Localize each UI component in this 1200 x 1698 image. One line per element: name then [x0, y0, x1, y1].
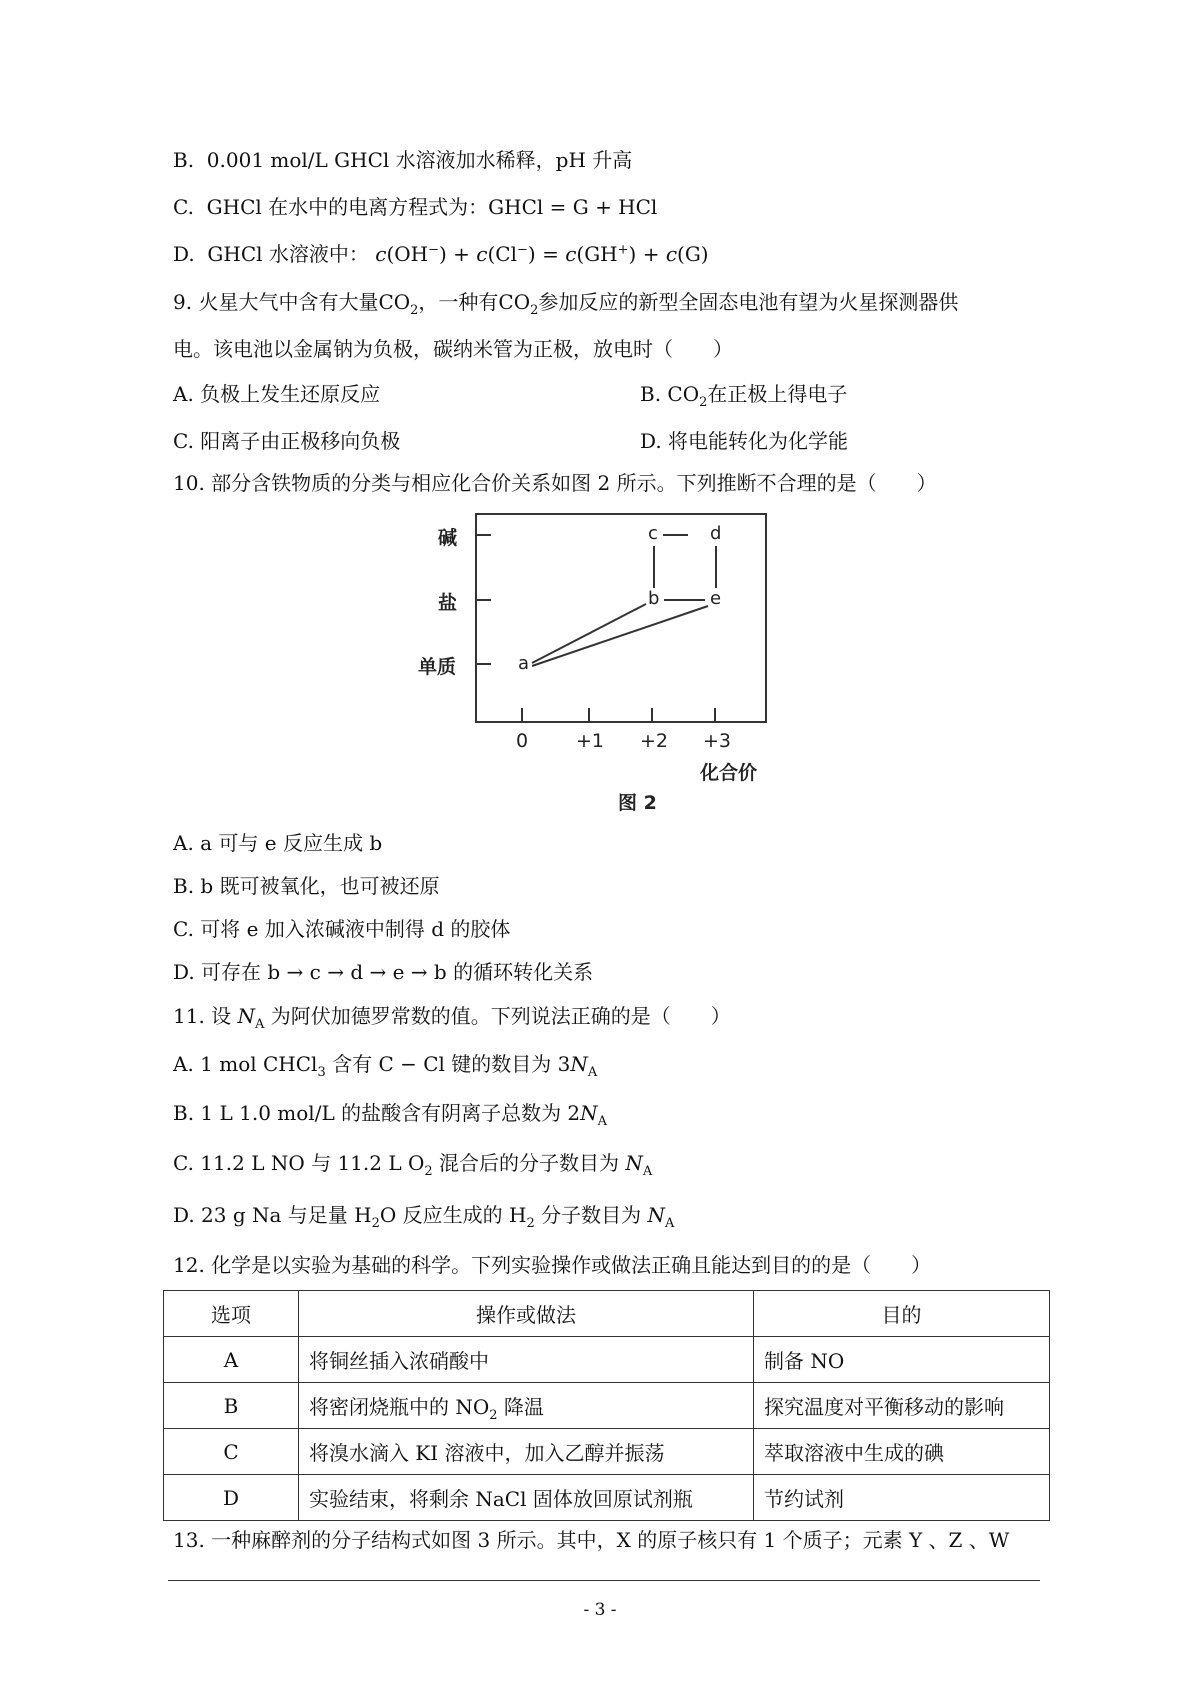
table-row [164, 1475, 1050, 1521]
q11-option-d: D. 23 g Na 与足量 $H_2O$ 反应生成的 $H_2$ 分子数目为 $N_A$ [173, 1203, 675, 1231]
row-operation: 将溴水滴入 KI 溶液中，加入乙醇并振荡 [299, 1429, 754, 1475]
q10-stem: 10. 部分含铁物质的分类与相应化合价关系如图 2 所示。下列推断不合理的是（ ） [173, 471, 937, 495]
xlabel-plus1: +1 [576, 730, 605, 752]
row-operation: 实验结束，将剩余 NaCl 固体放回原试剂瓶 [299, 1475, 754, 1521]
q9-stem-line2: 电。该电池以金属钠为负极，碳纳米管为正极，放电时（ ） [173, 337, 733, 361]
header-option: 选项 [164, 1291, 299, 1337]
page-number: - 3 - [583, 1600, 617, 1620]
x-axis-title: 化合价 [700, 762, 758, 784]
table-row [164, 1429, 1050, 1475]
table-header-row [164, 1291, 1050, 1337]
row-option: D [164, 1475, 299, 1521]
line-a-e [532, 606, 708, 666]
q10-option-c: C. 可将 e 加入浓碱液中制得 d 的胶体 [173, 917, 511, 941]
point-c: c [648, 523, 658, 544]
point-b: b [648, 588, 660, 609]
xlabel-plus3: +3 [703, 730, 732, 752]
q9-option-c: C. 阳离子由正极移向负极 [173, 429, 401, 453]
figure-caption: 图 2 [618, 792, 657, 814]
q13-stem: 13. 一种麻醉剂的分子结构式如图 3 所示。其中，X 的原子核只有 1 个质子；元素 Y 、Z 、W [173, 1528, 1010, 1552]
point-e: e [710, 588, 722, 609]
figure-2 [418, 508, 798, 818]
q12-table [163, 1290, 1050, 1521]
row-goal: 节约试剂 [754, 1475, 1050, 1521]
row-goal: 萃取溶液中生成的碘 [754, 1429, 1050, 1475]
row-option: C [164, 1429, 299, 1475]
q8-option-c: C. GHCl 在水中的电离方程式为：GHCl = G + HCl [173, 195, 658, 219]
row-operation: 将铜丝插入浓硝酸中 [299, 1337, 754, 1383]
ylabel-element: 单质 [418, 656, 457, 678]
footer-rule [168, 1580, 1040, 1581]
row-option: B [164, 1383, 299, 1429]
point-d: d [710, 523, 722, 544]
q10-option-b: B. b 既可被氧化，也可被还原 [173, 874, 440, 898]
header-operation: 操作或做法 [299, 1291, 754, 1337]
row-operation: 将密闭烧瓶中的 $NO_2$ 降温 [299, 1383, 754, 1429]
q11-option-a: A. 1 mol CHCl$_3$ 含有 C − Cl 键的数目为 $3N_A$ [173, 1052, 598, 1080]
q9-option-d: D. 将电能转化为化学能 [640, 429, 849, 453]
point-a: a [518, 653, 530, 674]
row-goal: 探究温度对平衡移动的影响 [754, 1383, 1050, 1429]
ylabel-base: 碱 [438, 527, 458, 549]
ylabel-salt: 盐 [438, 592, 458, 614]
row-option: A [164, 1337, 299, 1383]
header-goal: 目的 [754, 1291, 1050, 1337]
q10-option-a: A. a 可与 e 反应生成 b [173, 831, 383, 855]
q9-option-b: B. $CO_2$在正极上得电子 [640, 382, 848, 410]
q8-option-b: B. 0.001 mol/L GHCl 水溶液加水稀释，pH 升高 [173, 148, 633, 172]
table-row [164, 1383, 1050, 1429]
table-row [164, 1337, 1050, 1383]
q10-option-d: D. 可存在 b → c → d → e → b 的循环转化关系 [173, 960, 594, 984]
q12-stem: 12. 化学是以实验为基础的科学。下列实验操作或做法正确且能达到目的的是（ ） [173, 1253, 932, 1277]
q9-stem-line1: 9. 火星大气中含有大量$CO_2$，一种有$CO_2$参加反应的新型全固态电池有望为火星探测器供 [173, 290, 959, 318]
q8-option-d: D. GHCl 水溶液中： c(OH−) + c(Cl−) = c(GH+) + c(G) [173, 242, 709, 266]
q11-option-b: B. 1 L 1.0 mol/L 的盐酸含有阴离子总数为 $2N_A$ [173, 1101, 608, 1129]
q11-option-c: C. 11.2 L NO 与 11.2 L $O_2$ 混合后的分子数目为 $N_A$ [173, 1151, 653, 1179]
row-goal: 制备 NO [754, 1337, 1050, 1383]
xlabel-plus2: +2 [640, 730, 669, 752]
q11-stem: 11. 设 $N_A$ 为阿伏加德罗常数的值。下列说法正确的是（ ） [173, 1004, 731, 1032]
xlabel-0: 0 [516, 730, 529, 752]
q9-option-a: A. 负极上发生还原反应 [173, 382, 381, 406]
